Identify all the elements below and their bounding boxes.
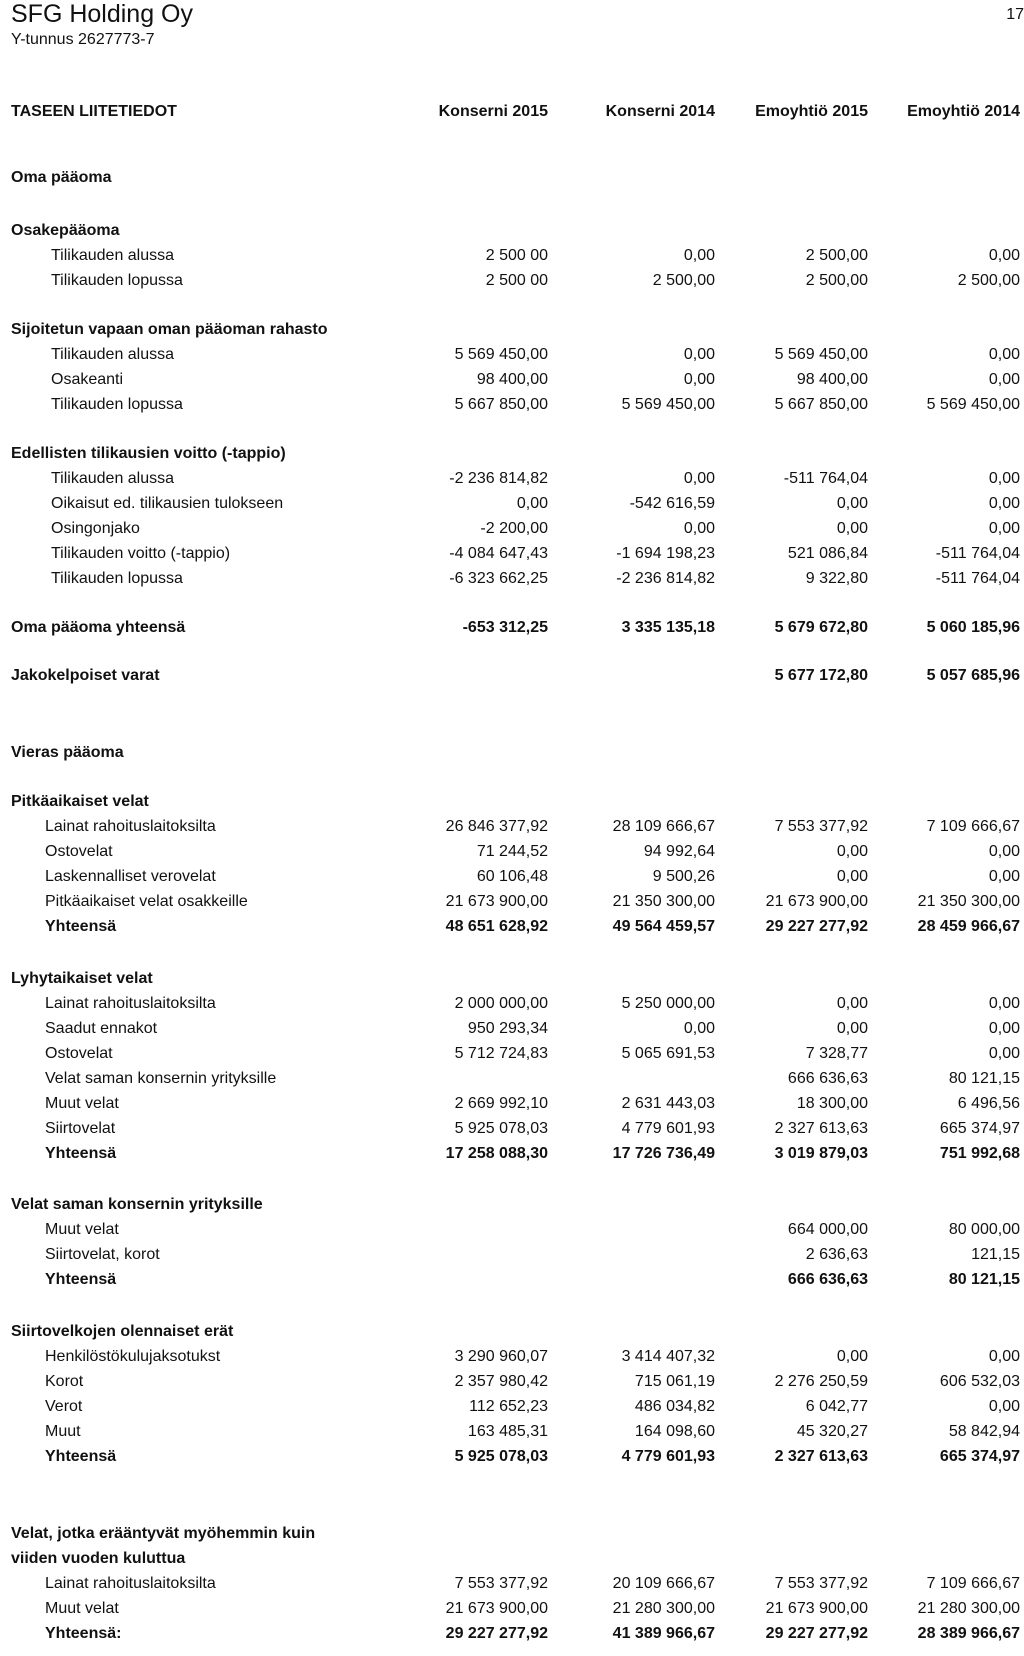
table-cell: 0,00: [836, 1348, 868, 1365]
table-row: [0, 1548, 1024, 1570]
table-cell: 28 109 666,67: [612, 818, 715, 835]
table-cell: 7 109 666,67: [926, 818, 1020, 835]
table-cell: 521 086,84: [787, 545, 868, 562]
row-label: Yhteensä: [45, 1145, 117, 1162]
table-cell: 0,00: [988, 1045, 1020, 1062]
table-cell: 0,00: [836, 495, 868, 512]
row-label: Osakeanti: [51, 371, 124, 388]
table-cell: 71 244,52: [476, 843, 548, 860]
row-label: Oma pääoma: [11, 169, 112, 186]
table-cell: -542 616,59: [629, 495, 715, 512]
table-cell: 2 500 00: [485, 247, 548, 264]
table-cell: 21 673 900,00: [445, 1600, 548, 1617]
table-cell: 21 280 300,00: [917, 1600, 1020, 1617]
table-row: [0, 1244, 1024, 1266]
row-label: Velat saman konsernin yrityksille: [11, 1196, 263, 1213]
table-cell: 17 258 088,30: [445, 1145, 548, 1162]
table-cell: 80 121,15: [948, 1271, 1020, 1288]
table-cell: 6 496,56: [957, 1095, 1020, 1112]
row-label: Sijoitetun vapaan oman pääoman rahasto: [11, 321, 328, 338]
table-row: [0, 993, 1024, 1015]
company-name: SFG Holding Oy: [11, 0, 194, 28]
table-row: [0, 841, 1024, 863]
table-title: TASEEN LIITETIEDOT: [11, 103, 177, 120]
table-cell: -1 694 198,23: [616, 545, 715, 562]
table-cell: 0,00: [836, 1020, 868, 1037]
table-cell: 5 250 000,00: [621, 995, 715, 1012]
table-cell: 664 000,00: [787, 1221, 868, 1238]
table-cell: 7 328,77: [805, 1045, 868, 1062]
table-row: [0, 220, 1024, 242]
table-cell: 0,00: [988, 1020, 1020, 1037]
business-id: Y-tunnus 2627773-7: [11, 31, 155, 48]
row-label: Siirtovelat: [45, 1120, 116, 1137]
table-cell: 29 227 277,92: [765, 1625, 868, 1642]
table-cell: 5 667 850,00: [774, 396, 868, 413]
table-cell: 21 673 900,00: [445, 893, 548, 910]
table-cell: 665 374,97: [939, 1448, 1020, 1465]
table-cell: 0,00: [683, 520, 715, 537]
row-label: Muut velat: [45, 1600, 119, 1617]
table-cell: -511 764,04: [783, 470, 868, 487]
table-cell: 0,00: [988, 1398, 1020, 1415]
table-row: [0, 742, 1024, 764]
row-label: Oma pääoma yhteensä: [11, 619, 186, 636]
table-cell: 112 652,23: [469, 1398, 548, 1415]
table-cell: -2 200,00: [480, 520, 548, 537]
table-cell: 666 636,63: [787, 1070, 868, 1087]
table-cell: 45 320,27: [796, 1423, 868, 1440]
row-label: Lainat rahoituslaitoksilta: [45, 818, 216, 835]
row-label: Siirtovelkojen olennaiset erät: [11, 1323, 234, 1340]
table-cell: 715 061,19: [634, 1373, 715, 1390]
table-cell: 7 109 666,67: [926, 1575, 1020, 1592]
table-cell: 486 034,82: [634, 1398, 715, 1415]
row-label: Laskennalliset verovelat: [45, 868, 216, 885]
table-row: [0, 1043, 1024, 1065]
table-row: [0, 1118, 1024, 1140]
table-cell: 49 564 459,57: [612, 918, 715, 935]
table-cell: 0,00: [683, 1020, 715, 1037]
table-cell: 2 000 000,00: [454, 995, 548, 1012]
table-cell: 26 846 377,92: [445, 818, 548, 835]
table-cell: 98 400,00: [476, 371, 548, 388]
table-row: [0, 493, 1024, 515]
table-row: [0, 1194, 1024, 1216]
table-cell: 121,15: [971, 1246, 1020, 1263]
row-label: Ostovelat: [45, 843, 113, 860]
table-row: [0, 968, 1024, 990]
table-row: [0, 1321, 1024, 1343]
table-cell: -511 764,04: [935, 545, 1020, 562]
table-cell: 950 293,34: [467, 1020, 548, 1037]
row-label: Vieras pääoma: [11, 744, 124, 761]
table-cell: 3 290 960,07: [454, 1348, 548, 1365]
table-row: [0, 1396, 1024, 1418]
table-cell: 80 121,15: [948, 1070, 1020, 1087]
table-cell: 48 651 628,92: [445, 918, 548, 935]
table-cell: 98 400,00: [796, 371, 868, 388]
table-cell: 0,00: [836, 995, 868, 1012]
table-cell: 0,00: [683, 247, 715, 264]
table-cell: 5 065 691,53: [621, 1045, 715, 1062]
table-row: [0, 1346, 1024, 1368]
table-cell: 6 042,77: [805, 1398, 868, 1415]
table-cell: 0,00: [988, 495, 1020, 512]
table-cell: 80 000,00: [948, 1221, 1020, 1238]
table-cell: 0,00: [836, 843, 868, 860]
table-cell: 3 019 879,03: [774, 1145, 868, 1162]
table-row: [0, 866, 1024, 888]
table-cell: 5 925 078,03: [454, 1448, 548, 1465]
table-row: [0, 543, 1024, 565]
table-row: [0, 245, 1024, 267]
row-label: Pitkäaikaiset velat osakkeille: [45, 893, 248, 910]
table-cell: 9 500,26: [652, 868, 715, 885]
row-label: Yhteensä: [45, 918, 117, 935]
table-cell: 666 636,63: [787, 1271, 868, 1288]
table-cell: 0,00: [683, 470, 715, 487]
table-cell: 0,00: [988, 843, 1020, 860]
row-label: Velat, jotka erääntyvät myöhemmin kuin: [11, 1525, 316, 1542]
table-cell: 5 569 450,00: [454, 346, 548, 363]
table-row: [0, 665, 1024, 687]
table-cell: -653 312,25: [462, 619, 548, 636]
table-row: [0, 1093, 1024, 1115]
table-row: [0, 468, 1024, 490]
row-label: Ostovelat: [45, 1045, 113, 1062]
table-row: [0, 916, 1024, 938]
table-cell: -4 084 647,43: [449, 545, 548, 562]
row-label: Yhteensä: [45, 1448, 117, 1465]
table-cell: 21 280 300,00: [612, 1600, 715, 1617]
row-label: viiden vuoden kuluttua: [11, 1550, 186, 1567]
row-label: Tilikauden voitto (-tappio): [51, 545, 231, 562]
table-row: [0, 1269, 1024, 1291]
table-cell: 7 553 377,92: [774, 818, 868, 835]
table-row: [0, 1018, 1024, 1040]
table-cell: 18 300,00: [796, 1095, 868, 1112]
row-label: Siirtovelat, korot: [45, 1246, 160, 1263]
table-cell: 7 553 377,92: [454, 1575, 548, 1592]
table-cell: 21 673 900,00: [765, 1600, 868, 1617]
table-cell: 0,00: [988, 1348, 1020, 1365]
column-header-konserni-2015: Konserni 2015: [438, 103, 548, 120]
row-label: Tilikauden alussa: [51, 470, 175, 487]
row-label: Lainat rahoituslaitoksilta: [45, 1575, 216, 1592]
table-row: [0, 1573, 1024, 1595]
table-cell: 2 631 443,03: [621, 1095, 715, 1112]
table-cell: 20 109 666,67: [612, 1575, 715, 1592]
table-cell: 2 636,63: [805, 1246, 868, 1263]
row-label: Osakepääoma: [11, 222, 120, 239]
table-cell: 28 389 966,67: [917, 1625, 1020, 1642]
page-number: 17: [1006, 6, 1024, 23]
table-cell: 0,00: [683, 371, 715, 388]
table-cell: 0,00: [988, 520, 1020, 537]
table-cell: 5 925 078,03: [454, 1120, 548, 1137]
row-label: Muut velat: [45, 1221, 119, 1238]
table-cell: 0,00: [988, 470, 1020, 487]
table-cell: 2 276 250,59: [774, 1373, 868, 1390]
table-cell: 751 992,68: [939, 1145, 1020, 1162]
table-cell: 606 532,03: [939, 1373, 1020, 1390]
table-cell: 5 569 450,00: [621, 396, 715, 413]
row-label: Lainat rahoituslaitoksilta: [45, 995, 216, 1012]
table-row: [0, 344, 1024, 366]
table-row: [0, 319, 1024, 341]
table-cell: -6 323 662,25: [449, 570, 548, 587]
table-cell: 0,00: [836, 520, 868, 537]
table-cell: 2 357 980,42: [454, 1373, 548, 1390]
row-label: Osingonjako: [51, 520, 140, 537]
table-row: [0, 891, 1024, 913]
row-label: Tilikauden alussa: [51, 346, 175, 363]
table-cell: 0,00: [988, 346, 1020, 363]
table-cell: 29 227 277,92: [765, 918, 868, 935]
table-cell: 29 227 277,92: [445, 1625, 548, 1642]
table-cell: 4 779 601,93: [621, 1120, 715, 1137]
row-label: Tilikauden lopussa: [51, 570, 183, 587]
table-cell: 5 712 724,83: [454, 1045, 548, 1062]
table-cell: 3 335 135,18: [621, 619, 715, 636]
table-cell: 665 374,97: [939, 1120, 1020, 1137]
table-row: [0, 791, 1024, 813]
table-cell: 21 673 900,00: [765, 893, 868, 910]
table-cell: 41 389 966,67: [612, 1625, 715, 1642]
row-label: Tilikauden lopussa: [51, 396, 183, 413]
row-label: Oikaisut ed. tilikausien tulokseen: [51, 495, 284, 512]
table-cell: -2 236 814,82: [616, 570, 715, 587]
row-label: Korot: [45, 1373, 84, 1390]
row-label: Tilikauden alussa: [51, 247, 175, 264]
row-label: Saadut ennakot: [45, 1020, 158, 1037]
table-cell: 2 500,00: [652, 272, 715, 289]
table-cell: 5 569 450,00: [926, 396, 1020, 413]
row-label: Muut: [45, 1423, 81, 1440]
table-cell: 94 992,64: [643, 843, 715, 860]
row-label: Verot: [45, 1398, 83, 1415]
row-label: Lyhytaikaiset velat: [11, 970, 153, 987]
row-label: Yhteensä:: [45, 1625, 122, 1642]
table-cell: 0,00: [836, 868, 868, 885]
table-cell: 163 485,31: [467, 1423, 548, 1440]
table-cell: 5 667 850,00: [454, 396, 548, 413]
column-header-konserni-2014: Konserni 2014: [605, 103, 715, 120]
table-cell: 164 098,60: [634, 1423, 715, 1440]
table-cell: 2 327 613,63: [774, 1120, 868, 1137]
table-row: [0, 1371, 1024, 1393]
table-row: [0, 816, 1024, 838]
table-cell: 58 842,94: [948, 1423, 1020, 1440]
table-cell: 0,00: [988, 868, 1020, 885]
table-row: [0, 443, 1024, 465]
row-label: Edellisten tilikausien voitto (-tappio): [11, 445, 286, 462]
table-cell: 0,00: [988, 995, 1020, 1012]
table-row: [0, 518, 1024, 540]
table-cell: 21 350 300,00: [917, 893, 1020, 910]
table-cell: 21 350 300,00: [612, 893, 715, 910]
table-row: [0, 369, 1024, 391]
table-row: [0, 1068, 1024, 1090]
table-cell: 2 500,00: [957, 272, 1020, 289]
row-label: Pitkäaikaiset velat: [11, 793, 149, 810]
table-row: [0, 1219, 1024, 1241]
table-cell: 5 679 672,80: [774, 619, 868, 636]
table-row: [0, 270, 1024, 292]
table-cell: 17 726 736,49: [612, 1145, 715, 1162]
row-label: Jakokelpoiset varat: [11, 667, 160, 684]
table-cell: 28 459 966,67: [917, 918, 1020, 935]
table-cell: 4 779 601,93: [621, 1448, 715, 1465]
table-cell: 7 553 377,92: [774, 1575, 868, 1592]
table-cell: 60 106,48: [476, 868, 548, 885]
table-row: [0, 167, 1024, 189]
table-cell: 0,00: [988, 371, 1020, 388]
row-label: Henkilöstökulujaksotukst: [45, 1348, 221, 1365]
column-header-emoyhtio-2015: Emoyhtiö 2015: [755, 103, 868, 120]
table-cell: -2 236 814,82: [449, 470, 548, 487]
table-row: [0, 1446, 1024, 1468]
table-cell: 2 500,00: [805, 272, 868, 289]
table-cell: 2 327 613,63: [774, 1448, 868, 1465]
table-row: [0, 1523, 1024, 1545]
table-cell: 5 057 685,96: [926, 667, 1020, 684]
table-cell: 2 500,00: [805, 247, 868, 264]
table-cell: 5 677 172,80: [774, 667, 868, 684]
table-cell: 5 060 185,96: [926, 619, 1020, 636]
table-row: [0, 1623, 1024, 1645]
table-cell: 9 322,80: [805, 570, 868, 587]
table-cell: 5 569 450,00: [774, 346, 868, 363]
table-row: [0, 394, 1024, 416]
row-label: Yhteensä: [45, 1271, 117, 1288]
table-cell: 0,00: [516, 495, 548, 512]
row-label: Velat saman konsernin yrityksille: [45, 1070, 277, 1087]
table-row: [0, 1598, 1024, 1620]
table-cell: 2 500 00: [485, 272, 548, 289]
table-cell: -511 764,04: [935, 570, 1020, 587]
row-label: Tilikauden lopussa: [51, 272, 183, 289]
table-cell: 3 414 407,32: [621, 1348, 715, 1365]
table-row: [0, 1143, 1024, 1165]
table-cell: 0,00: [988, 247, 1020, 264]
table-row: [0, 1421, 1024, 1443]
row-label: Muut velat: [45, 1095, 119, 1112]
table-row: [0, 568, 1024, 590]
table-cell: 0,00: [683, 346, 715, 363]
column-header-emoyhtio-2014: Emoyhtiö 2014: [907, 103, 1020, 120]
table-cell: 2 669 992,10: [454, 1095, 548, 1112]
table-row: [0, 617, 1024, 639]
